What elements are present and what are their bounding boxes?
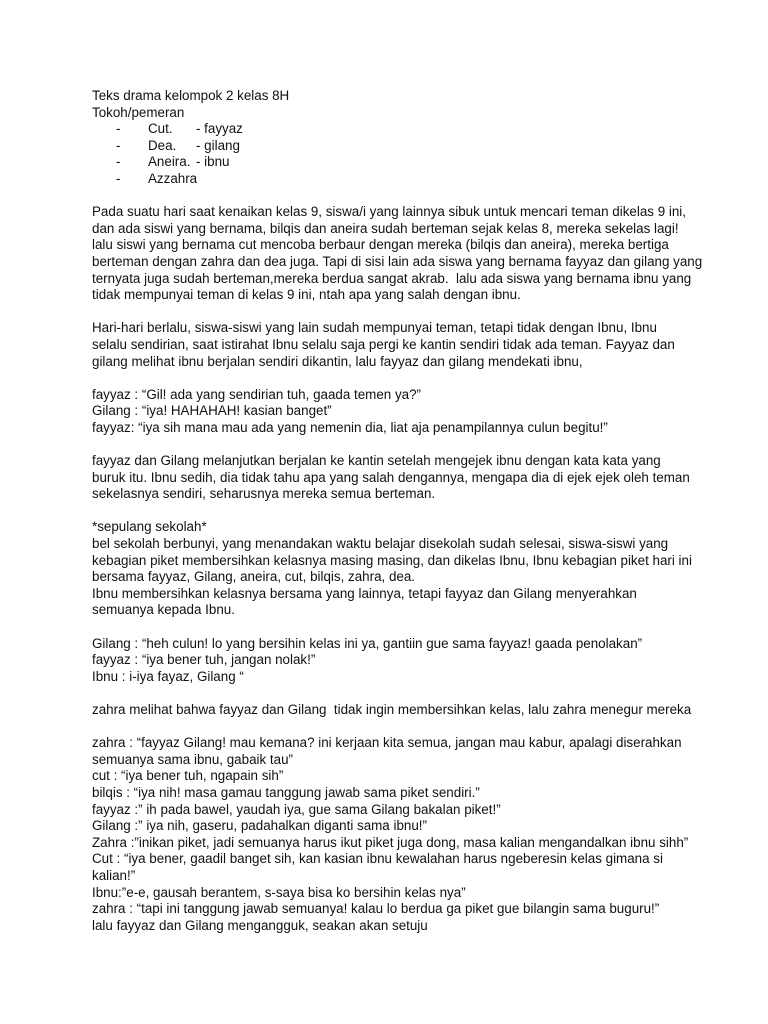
paragraph-gap <box>92 436 732 453</box>
cast-item <box>92 154 732 171</box>
paragraph-gap <box>92 503 732 520</box>
text-line: tidak mempunyai teman di kelas 9 ini, ntah apa yang salah dengan ibnu. <box>92 287 521 303</box>
paragraph-intro <box>92 204 732 304</box>
text-line: Pada suatu hari saat kenaikan kelas 9, siswa/i yang lainnya sibuk untuk mencari teman dikelas 9 ini, <box>92 204 686 220</box>
text-line: gilang melihat ibnu berjalan sendiri dikantin, lalu fayyaz dan gilang mendekati ibnu, <box>92 353 583 369</box>
paragraph-zahra <box>92 702 732 719</box>
text-line: sekelasnya sendiri, seharusnya mereka semua berteman. <box>92 486 436 502</box>
dialog-line: lalu fayyaz dan Gilang mengangguk, seakan akan setuju <box>92 917 428 933</box>
dialog-argument <box>92 735 732 934</box>
dialog-line: cut : “iya bener tuh, ngapain sih” <box>92 768 284 784</box>
paragraph-canteen <box>92 320 732 370</box>
dialog-line: Ibnu:”e-e, gausah berantem, s-saya bisa ko bersihin kelas nya” <box>92 884 466 900</box>
scene-heading: *sepulang sekolah* <box>92 519 207 535</box>
dialog-line: Ibnu : i-iya fayaz, Gilang “ <box>92 668 244 684</box>
dialog-line: zahra : “tapi ini tanggung jawab semuanya! kalau lo berdua ga piket gue bilangin sama buguru!” <box>92 901 660 917</box>
text-line: buruk itu. Ibnu sedih, dia tidak tahu apa yang salah dengannya, mengapa dia di ejek ejek oleh teman <box>92 469 690 485</box>
paragraph-gap <box>92 304 732 321</box>
dialog-line: Gilang :” iya nih, gaseru, padahalkan diganti sama ibnu!” <box>92 818 427 834</box>
text-line: zahra melihat bahwa fayyaz dan Gilang tidak ingin membersihkan kelas, lalu zahra menegur mereka <box>92 701 692 717</box>
cast-name: Cut. <box>148 121 173 137</box>
text-line: semuanya kepada Ibnu. <box>92 602 235 618</box>
text-line: dan ada siswi yang bernama, bilqis dan aneira sudah berteman sejak kelas 8, mereka sekelas lagi! <box>92 220 679 236</box>
cast-item <box>92 138 732 155</box>
paragraph-gap <box>92 719 732 736</box>
paragraph-after-school <box>92 519 732 619</box>
dialog-canteen <box>92 387 732 437</box>
text-line: bel sekolah berbunyi, yang menandakan waktu belajar disekolah sudah selesai, siswa-siswi yang <box>92 536 669 552</box>
dialog-line: fayyaz : “Gil! ada yang sendirian tuh, gaada temen ya?” <box>92 386 422 402</box>
dialog-line: zahra : “fayyaz Gilang! mau kemana? ini kerjaan kita semua, jangan mau kabur, apalagi diserahkan <box>92 735 682 751</box>
text-line: fayyaz dan Gilang melanjutkan berjalan ke kantin setelah mengejek ibnu dengan kata kata yang <box>92 453 661 469</box>
text-line: ternyata juga sudah berteman,mereka berdua sangat akrab. lalu ada siswa yang bernama ibnu yang <box>92 270 692 286</box>
cast-bullet: - <box>116 170 121 186</box>
dialog-line: Gilang : “iya! HAHAHAH! kasian banget” <box>92 403 332 419</box>
paragraph-gap <box>92 619 732 636</box>
paragraph-gap <box>92 685 732 702</box>
paragraph-gap <box>92 370 732 387</box>
text-line: Hari-hari berlalu, siswa-siswi yang lain sudah mempunyai teman, tetapi tidak dengan Ibnu, Ibnu <box>92 320 657 336</box>
cast-pair: - fayyaz <box>196 121 243 137</box>
text-line: Ibnu membersihkan kelasnya bersama yang lainnya, tetapi fayyaz dan Gilang menyerahkan <box>92 585 637 601</box>
cast-item <box>92 121 732 138</box>
dialog-line: fayyaz: “iya sih mana mau ada yang nemenin dia, liat aja penampilannya culun begitu!” <box>92 419 608 435</box>
document-title: Teks drama kelompok 2 kelas 8H <box>92 88 290 103</box>
cast-name: Azzahra <box>148 170 198 186</box>
dialog-line: fayyaz : “iya bener tuh, jangan nolak!” <box>92 652 316 668</box>
dialog-line: Gilang : “heh culun! lo yang bersihin kelas ini ya, gantiin gue sama fayyaz! gaada penolakan” <box>92 635 643 651</box>
cast-bullet: - <box>116 137 121 153</box>
text-line: berteman dengan zahra dan dea juga. Tapi di sisi lain ada siswa yang bernama fayyaz dan gilang yang <box>92 253 703 269</box>
cast-pair: - gilang <box>196 137 240 153</box>
cast-pair: - ibnu <box>196 154 230 170</box>
cast-item <box>92 171 732 188</box>
dialog-line: Cut : “iya bener, gaadil banget sih, kan kasian ibnu kewalahan harus ngeberesin kelas gimana si <box>92 851 663 867</box>
text-line: bersama fayyaz, Gilang, aneira, cut, bilqis, zahra, dea. <box>92 569 416 585</box>
text-line: kebagian piket membersihkan kelasnya masing masing, dan dikelas Ibnu, Ibnu kebagian piket hari ini <box>92 552 692 568</box>
cast-bullet: - <box>116 121 121 137</box>
dialog-line: kalian!” <box>92 867 136 883</box>
dialog-line: semuanya sama ibnu, gabaik tau” <box>92 751 293 767</box>
paragraph-gap <box>92 188 732 205</box>
cast-name: Aneira. <box>148 154 191 170</box>
cast-list <box>92 121 732 187</box>
cast-name: Dea. <box>148 137 177 153</box>
cast-heading: Tokoh/pemeran <box>92 104 185 120</box>
text-line: selalu sendirian, saat istirahat Ibnu selalu saja pergi ke kantin sendiri tidak ada teman. Fayyaz dan <box>92 336 675 352</box>
document-body <box>92 88 732 934</box>
dialog-cleaning <box>92 636 732 686</box>
dialog-line: Zahra :”inikan piket, jadi semuanya harus ikut piket juga dong, masa kalian mengandalkan ibnu sihh” <box>92 834 689 850</box>
text-line: lalu siswi yang bernama cut mencoba berbaur dengan mereka (bilqis dan aneira), mereka bertiga <box>92 237 669 253</box>
dialog-line: bilqis : “iya nih! masa gamau tanggung jawab sama piket sendiri.” <box>92 784 480 800</box>
paragraph-aftermath <box>92 453 732 503</box>
cast-bullet: - <box>116 154 121 170</box>
dialog-line: fayyaz :” ih pada bawel, yaudah iya, gue sama Gilang bakalan piket!” <box>92 801 501 817</box>
